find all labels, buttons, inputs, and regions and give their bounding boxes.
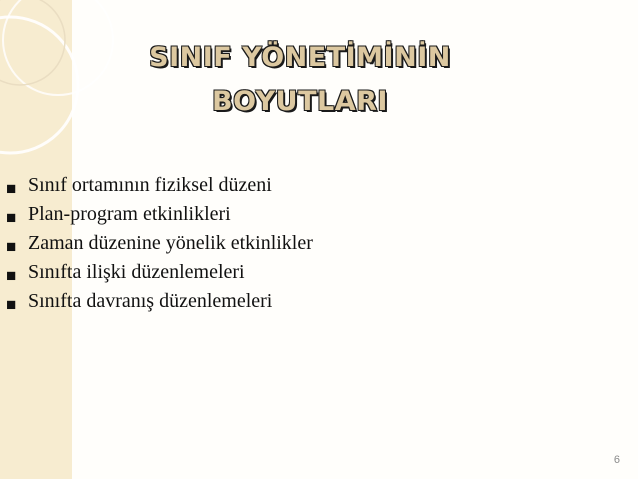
bullet-square-icon: ■ [6, 179, 17, 198]
list-item [4, 171, 313, 200]
list-item [4, 287, 313, 316]
bullet-text: Sınıf ortamının fiziksel düzeni [28, 174, 272, 196]
bullet-text: Sınıfta ilişki düzenlemeleri [28, 261, 245, 283]
title-line-2: BOYUTLARI [212, 86, 388, 117]
bullet-text: Zaman düzenine yönelik etkinlikler [28, 232, 313, 254]
list-item [4, 200, 313, 229]
bullet-square-icon: ■ [6, 208, 17, 227]
bullet-square-icon: ■ [6, 295, 17, 314]
slide-title [100, 36, 500, 124]
title-line-1: SINIF YÖNETİMİNİN [149, 42, 451, 73]
bullet-text: Plan-program etkinlikleri [28, 203, 231, 225]
list-item [4, 229, 313, 258]
bullet-square-icon: ■ [6, 237, 17, 256]
bullet-list [4, 171, 313, 316]
bullet-text: Sınıfta davranış düzenlemeleri [28, 290, 273, 312]
list-item [4, 258, 313, 287]
bullet-square-icon: ■ [6, 266, 17, 285]
page-number: 6 [613, 454, 620, 466]
